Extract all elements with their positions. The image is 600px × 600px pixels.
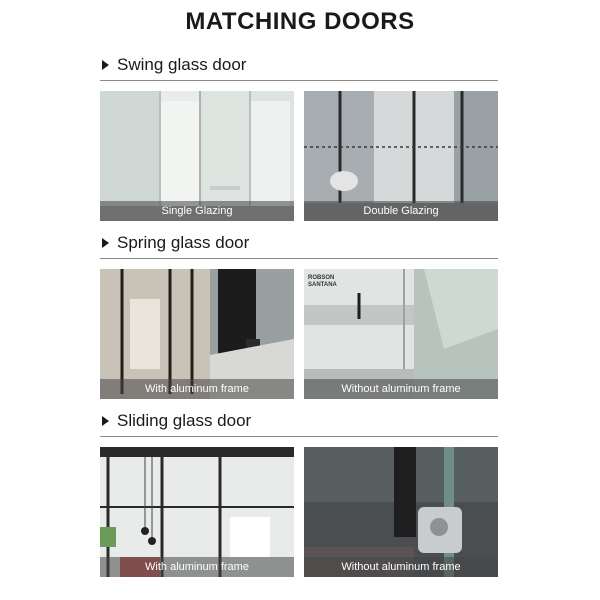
photo-spring-with-frame <box>100 269 294 399</box>
section-title: Swing glass door <box>117 55 247 74</box>
photo-sliding-without-frame <box>304 447 498 577</box>
photo-double-glazing <box>304 91 498 221</box>
section-title: Sliding glass door <box>117 411 252 430</box>
robson-santana-sign: ROBSON SANTANA <box>308 275 337 288</box>
photo-caption: Without aluminum frame <box>304 379 498 399</box>
section-header <box>100 54 498 81</box>
photo-single-glazing <box>100 91 294 221</box>
photo-caption: Single Glazing <box>100 201 294 221</box>
photo-sliding-with-frame <box>100 447 294 577</box>
triangle-bullet-icon <box>102 238 109 248</box>
section-spring <box>100 232 498 399</box>
triangle-bullet-icon <box>102 60 109 70</box>
section-sliding <box>100 410 498 577</box>
section-header <box>100 232 498 259</box>
section-title: Spring glass door <box>117 233 250 252</box>
photo-spring-without-frame <box>304 269 498 399</box>
page-title: MATCHING DOORS <box>185 8 415 35</box>
photo-caption: With aluminum frame <box>100 379 294 399</box>
photo-caption: Without aluminum frame <box>304 557 498 577</box>
photo-caption: Double Glazing <box>304 201 498 221</box>
section-swing <box>100 54 498 221</box>
section-header <box>100 410 498 437</box>
triangle-bullet-icon <box>102 416 109 426</box>
photo-caption: With aluminum frame <box>100 557 294 577</box>
